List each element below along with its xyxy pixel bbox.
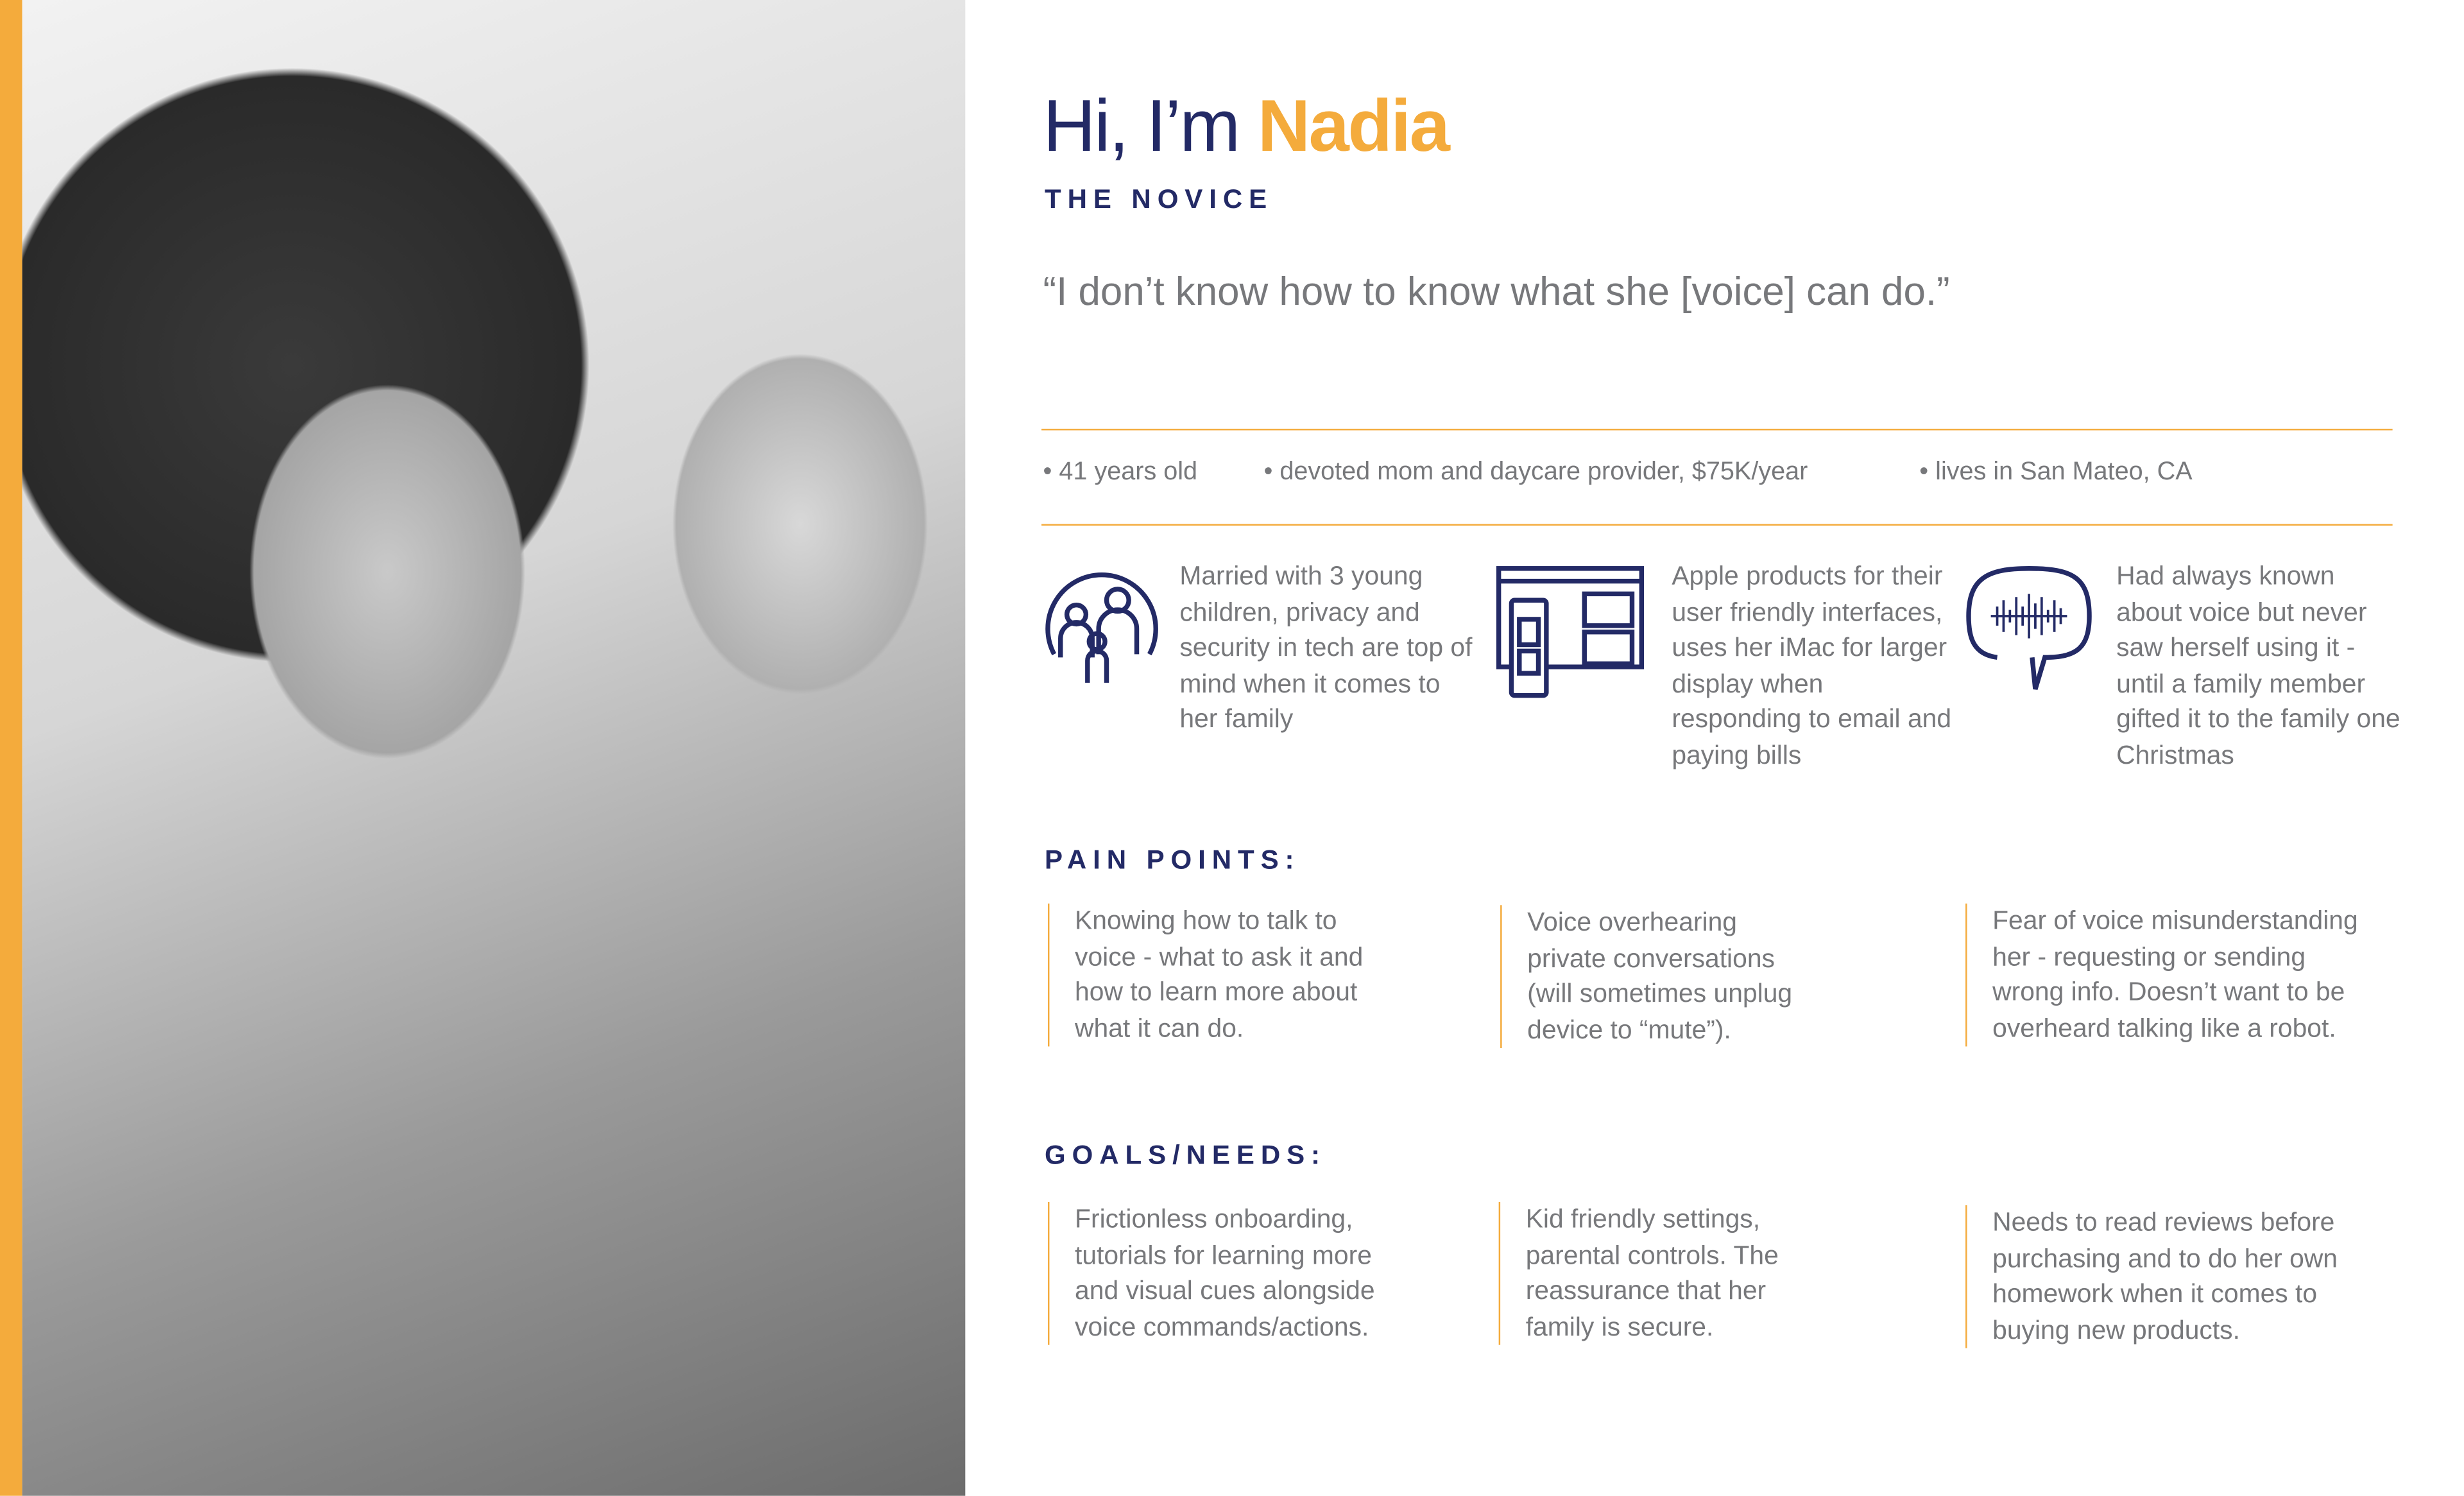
persona-type: THE NOVICE bbox=[1045, 184, 1274, 215]
persona-quote: “I don’t know how to know what she [voice] can do.” bbox=[1043, 270, 1950, 314]
pain-point: Knowing how to talk to voice - what to ask it and how to learn more about what it can do. bbox=[1048, 904, 1376, 1047]
trait-devices: Apple products for their user friendly interfaces, uses her iMac for larger display when responding to email and paying bills bbox=[1672, 562, 1952, 769]
family-icon bbox=[1041, 562, 1159, 689]
voice-speech-bubble-icon bbox=[1965, 565, 2096, 696]
pain-point: Voice overhearing private conversations (will sometimes unplug device to “mute”). bbox=[1500, 905, 1813, 1048]
trait-family: Married with 3 young children, privacy and security in tech are top of mind when it comes to her family bbox=[1179, 562, 1473, 734]
goal-item: Frictionless onboarding, tutorials for learning more and visual cues alongside voice commands/actions. bbox=[1048, 1202, 1416, 1345]
goal-item: Kid friendly settings, parental controls. The reassurance that her family is secure. bbox=[1499, 1202, 1804, 1345]
accent-strip bbox=[0, 0, 22, 1496]
trait-voice: Had always known about voice but never saw herself using it - until a family member gifted it to the family one Christmas bbox=[2116, 562, 2400, 769]
persona-name: Nadia bbox=[1257, 84, 1449, 167]
persona-photo bbox=[22, 0, 966, 1496]
divider bbox=[1041, 524, 2393, 525]
goals-heading: GOALS/NEEDS: bbox=[1045, 1140, 1326, 1171]
goal-item: Needs to read reviews before purchasing and to do her own homework when it comes to buying new products. bbox=[1965, 1205, 2381, 1348]
page-title bbox=[1043, 83, 1449, 169]
devices-icon bbox=[1496, 565, 1645, 702]
fact-location: • lives in San Mateo, CA bbox=[1919, 459, 2193, 486]
divider bbox=[1041, 429, 2393, 430]
pain-point: Fear of voice misunderstanding her - requesting or sending wrong info. Doesn’t want to be overheard talking like a robot. bbox=[1965, 904, 2374, 1047]
pain-points-heading: PAIN POINTS: bbox=[1045, 845, 1301, 875]
fact-age: • 41 years old bbox=[1043, 459, 1198, 486]
fact-occupation: • devoted mom and daycare provider, $75K/year bbox=[1263, 459, 1808, 486]
greeting: Hi, I’m bbox=[1043, 84, 1258, 167]
